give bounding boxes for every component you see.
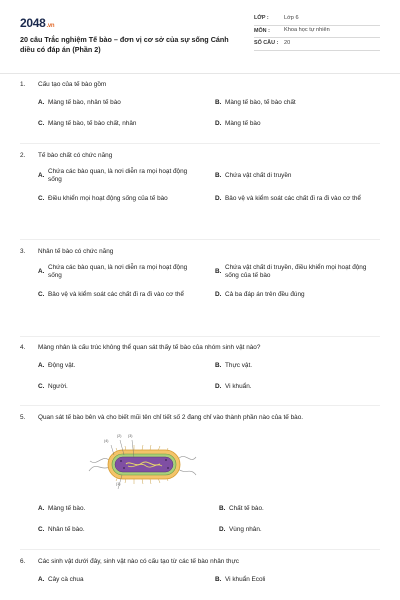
question-3 bbox=[20, 248, 386, 302]
meta-table bbox=[254, 13, 380, 51]
option-letter: B. bbox=[219, 504, 226, 512]
option-letter: A. bbox=[38, 99, 45, 107]
question-6 bbox=[20, 558, 386, 588]
question-number: 1. bbox=[20, 81, 26, 88]
option-letter: B. bbox=[215, 362, 222, 370]
meta-row-subject bbox=[254, 26, 380, 39]
option-b[interactable] bbox=[215, 574, 386, 588]
option-text: Màng tế bào, tế bào chất, nhân bbox=[48, 120, 137, 128]
option-text: Cả ba đáp án trên đều đúng bbox=[225, 290, 305, 298]
page-title: 20 câu Trắc nghiệm Tế bào – đơn vị cơ sở của sự sống Cánh diều có đáp án (Phần 2) bbox=[20, 35, 229, 54]
option-letter: B. bbox=[215, 576, 222, 584]
question-text: Cấu tạo của tế bào gồm bbox=[38, 81, 107, 88]
option-d[interactable] bbox=[215, 118, 386, 132]
option-a[interactable] bbox=[38, 168, 209, 185]
question-2 bbox=[20, 152, 386, 206]
question-4 bbox=[20, 344, 386, 395]
question-5 bbox=[20, 414, 386, 423]
option-a[interactable] bbox=[38, 574, 209, 588]
option-list bbox=[38, 502, 386, 537]
option-letter: C. bbox=[38, 525, 45, 533]
option-letter: A. bbox=[38, 267, 45, 275]
question-divider bbox=[20, 405, 380, 406]
option-letter: D. bbox=[215, 383, 222, 391]
question-text: Màng nhân là cấu trúc không thể quan sát thấy tế bào của nhóm sinh vật nào? bbox=[38, 344, 261, 351]
option-c[interactable] bbox=[38, 381, 209, 395]
site-logo[interactable] bbox=[20, 15, 54, 31]
figure-label: (4) bbox=[104, 439, 109, 443]
option-b[interactable] bbox=[215, 264, 386, 281]
bacterium-figure bbox=[88, 431, 198, 495]
question-divider bbox=[20, 336, 380, 337]
option-c[interactable] bbox=[38, 288, 209, 302]
option-letter: D. bbox=[215, 194, 222, 202]
option-c[interactable] bbox=[38, 118, 209, 132]
meta-key: MÔN : bbox=[254, 27, 270, 34]
option-letter: B. bbox=[215, 99, 222, 107]
option-letter: D. bbox=[215, 290, 222, 298]
option-text: Điều khiển mọi hoạt động sống của tế bào bbox=[48, 194, 168, 202]
option-a[interactable] bbox=[38, 360, 209, 374]
option-text: Vi khuẩn. bbox=[225, 383, 252, 391]
option-letter: C. bbox=[38, 383, 45, 391]
question-divider bbox=[20, 549, 380, 550]
option-letter: B. bbox=[215, 171, 222, 179]
option-list bbox=[38, 161, 386, 206]
option-d[interactable] bbox=[215, 381, 386, 395]
option-d[interactable] bbox=[219, 523, 386, 537]
option-text: Bảo vệ và kiểm soát các chất đi ra đi vào cơ thể bbox=[225, 194, 361, 202]
option-text: Vùng nhân. bbox=[229, 525, 262, 533]
question-number: 6. bbox=[20, 558, 26, 565]
logo-tld: .vn bbox=[46, 23, 55, 29]
option-a[interactable] bbox=[38, 502, 213, 516]
option-b[interactable] bbox=[215, 360, 386, 374]
question-divider bbox=[20, 239, 380, 240]
option-list bbox=[38, 567, 386, 588]
option-text: Người. bbox=[48, 383, 68, 391]
meta-value: Khoa học tự nhiên bbox=[284, 27, 330, 34]
option-d[interactable] bbox=[215, 288, 386, 302]
meta-key: SỐ CÂU : bbox=[254, 40, 279, 47]
option-letter: C. bbox=[38, 194, 45, 202]
option-text: Màng tế bào. bbox=[48, 504, 86, 512]
option-text: Cây cà chua bbox=[48, 576, 84, 584]
option-b[interactable] bbox=[215, 97, 386, 111]
question-number: 5. bbox=[20, 414, 26, 421]
option-letter: A. bbox=[38, 576, 45, 584]
meta-key: LỚP : bbox=[254, 15, 269, 22]
question-1 bbox=[20, 81, 386, 132]
option-letter: A. bbox=[38, 504, 45, 512]
option-text: Thực vật. bbox=[225, 362, 253, 370]
question-text: Quan sát tế bào bên và cho biết mũi tên chỉ tiết số 2 đang chỉ vào thành phần nào của tế bào. bbox=[38, 414, 304, 421]
document-header bbox=[20, 13, 380, 63]
question-number: 3. bbox=[20, 248, 26, 255]
option-text: Nhân tế bào. bbox=[48, 525, 85, 533]
option-text: Động vật. bbox=[48, 362, 76, 370]
question-divider bbox=[20, 143, 380, 144]
option-text: Chất tế bào. bbox=[229, 504, 264, 512]
option-text: Chứa các bào quan, là nơi diễn ra mọi hoạt động sống bbox=[48, 263, 188, 280]
meta-value: 20 bbox=[284, 39, 291, 46]
option-letter: A. bbox=[38, 171, 45, 179]
option-text: Màng tế bào, tế bào chất bbox=[225, 99, 296, 107]
figure-label: (1) bbox=[116, 482, 121, 486]
option-list bbox=[38, 353, 386, 395]
question-number: 2. bbox=[20, 152, 26, 159]
option-a[interactable] bbox=[38, 97, 209, 111]
option-text: Màng tế bào bbox=[225, 120, 261, 128]
option-text: Chứa các bào quan, là nơi diễn ra mọi hoạt động sống bbox=[48, 167, 188, 184]
question-text: Các sinh vật dưới đây, sinh vật nào có cấu tạo từ các tế bào nhân thực bbox=[38, 558, 239, 565]
option-a[interactable] bbox=[38, 264, 209, 281]
option-list bbox=[38, 90, 386, 132]
header-divider bbox=[0, 73, 400, 74]
meta-value: Lớp 6 bbox=[284, 14, 299, 21]
option-letter: D. bbox=[219, 525, 226, 533]
option-c[interactable] bbox=[38, 523, 213, 537]
option-letter: C. bbox=[38, 290, 45, 298]
question-number: 4. bbox=[20, 344, 26, 351]
option-text: Bảo vệ và kiểm soát các chất đi ra đi vào cơ thể bbox=[48, 290, 184, 298]
option-letter: A. bbox=[38, 362, 45, 370]
option-text: Chứa vật chất di truyền, điều khiển mọi hoạt động sống của tế bào bbox=[225, 263, 367, 280]
option-c[interactable] bbox=[38, 192, 209, 206]
option-letter: C. bbox=[38, 120, 45, 128]
option-d[interactable] bbox=[215, 192, 386, 206]
logo-brand: 2048 bbox=[20, 16, 46, 30]
figure-label: (3) bbox=[128, 434, 133, 438]
option-text: Vi khuẩn Ecoli bbox=[225, 576, 266, 584]
meta-row-class bbox=[254, 13, 380, 26]
option-letter: B. bbox=[215, 267, 222, 275]
option-text: Chứa vật chất di truyền bbox=[225, 171, 292, 179]
option-text: Màng tế bào, nhân tế bào bbox=[48, 99, 121, 107]
figure-label: (2) bbox=[117, 434, 122, 438]
option-list bbox=[38, 257, 386, 302]
option-b[interactable] bbox=[215, 168, 386, 185]
option-letter: D. bbox=[215, 120, 222, 128]
question-text: Nhân tế bào có chức năng bbox=[38, 248, 114, 255]
question-5-options bbox=[20, 502, 386, 537]
question-text: Tế bào chất có chức năng bbox=[38, 152, 113, 159]
meta-row-count bbox=[254, 38, 380, 51]
option-b[interactable] bbox=[219, 502, 386, 516]
